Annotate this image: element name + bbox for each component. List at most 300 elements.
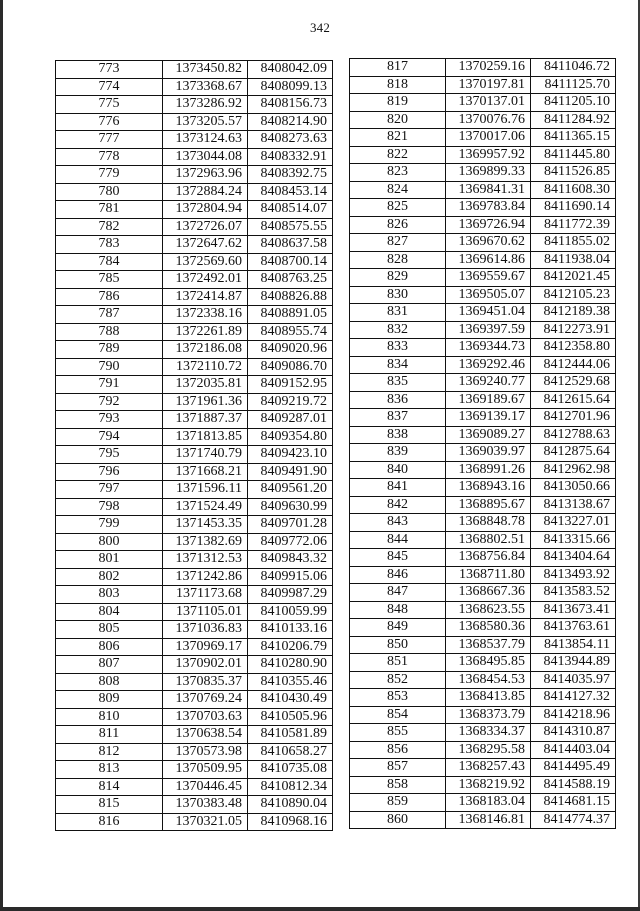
- table-row: [350, 654, 616, 672]
- point-number-cell: 780: [56, 183, 163, 201]
- y-coordinate-cell: 8412962.98: [531, 461, 616, 479]
- table-row: [350, 479, 616, 497]
- table-row: [56, 498, 333, 516]
- y-coordinate-cell: 8408214.90: [248, 113, 333, 131]
- table-row: [56, 726, 333, 744]
- point-number-cell: 847: [350, 584, 446, 602]
- x-coordinate-cell: 1369559.67: [446, 269, 531, 287]
- table-row: [350, 111, 616, 129]
- x-coordinate-cell: 1371453.35: [163, 516, 248, 534]
- point-number-cell: 815: [56, 796, 163, 814]
- table-row: [350, 601, 616, 619]
- x-coordinate-cell: 1372647.62: [163, 236, 248, 254]
- table-row: [350, 619, 616, 637]
- point-number-cell: 824: [350, 181, 446, 199]
- y-coordinate-cell: 8412875.64: [531, 444, 616, 462]
- table-row: [350, 741, 616, 759]
- table-row: [56, 796, 333, 814]
- y-coordinate-cell: 8413854.11: [531, 636, 616, 654]
- y-coordinate-cell: 8412788.63: [531, 426, 616, 444]
- y-coordinate-cell: 8409987.29: [248, 586, 333, 604]
- x-coordinate-cell: 1369139.17: [446, 409, 531, 427]
- y-coordinate-cell: 8408955.74: [248, 323, 333, 341]
- table-row: [56, 516, 333, 534]
- x-coordinate-cell: 1371813.85: [163, 428, 248, 446]
- x-coordinate-cell: 1372261.89: [163, 323, 248, 341]
- point-number-cell: 814: [56, 778, 163, 796]
- x-coordinate-cell: 1369899.33: [446, 164, 531, 182]
- point-number-cell: 798: [56, 498, 163, 516]
- y-coordinate-cell: 8409701.28: [248, 516, 333, 534]
- point-number-cell: 835: [350, 374, 446, 392]
- x-coordinate-cell: 1368183.04: [446, 794, 531, 812]
- x-coordinate-cell: 1368219.92: [446, 776, 531, 794]
- y-coordinate-cell: 8413404.64: [531, 549, 616, 567]
- table-row: [56, 428, 333, 446]
- table-row: [350, 94, 616, 112]
- x-coordinate-cell: 1369292.46: [446, 356, 531, 374]
- table-row: [56, 446, 333, 464]
- table-row: [350, 129, 616, 147]
- y-coordinate-cell: 8408453.14: [248, 183, 333, 201]
- table-row: [56, 236, 333, 254]
- point-number-cell: 850: [350, 636, 446, 654]
- table-row: [56, 183, 333, 201]
- table-row: [56, 743, 333, 761]
- point-number-cell: 845: [350, 549, 446, 567]
- y-coordinate-cell: 8411046.72: [531, 59, 616, 77]
- x-coordinate-cell: 1368495.85: [446, 654, 531, 672]
- table-row: [56, 393, 333, 411]
- point-number-cell: 840: [350, 461, 446, 479]
- point-number-cell: 779: [56, 166, 163, 184]
- table-row: [350, 426, 616, 444]
- point-number-cell: 782: [56, 218, 163, 236]
- x-coordinate-cell: 1372963.96: [163, 166, 248, 184]
- y-coordinate-cell: 8412358.80: [531, 339, 616, 357]
- point-number-cell: 837: [350, 409, 446, 427]
- table-row: [350, 794, 616, 812]
- table-row: [350, 181, 616, 199]
- point-number-cell: 808: [56, 673, 163, 691]
- point-number-cell: 844: [350, 531, 446, 549]
- y-coordinate-cell: 8413227.01: [531, 514, 616, 532]
- point-number-cell: 773: [56, 61, 163, 79]
- point-number-cell: 820: [350, 111, 446, 129]
- table-row: [350, 514, 616, 532]
- table-row: [56, 603, 333, 621]
- x-coordinate-cell: 1370446.45: [163, 778, 248, 796]
- x-coordinate-cell: 1370835.37: [163, 673, 248, 691]
- y-coordinate-cell: 8409020.96: [248, 341, 333, 359]
- table-row: [350, 251, 616, 269]
- y-coordinate-cell: 8412105.23: [531, 286, 616, 304]
- table-row: [56, 551, 333, 569]
- y-coordinate-cell: 8410505.96: [248, 708, 333, 726]
- y-coordinate-cell: 8413673.41: [531, 601, 616, 619]
- y-coordinate-cell: 8412615.64: [531, 391, 616, 409]
- y-coordinate-cell: 8410280.90: [248, 656, 333, 674]
- point-number-cell: 859: [350, 794, 446, 812]
- x-coordinate-cell: 1371173.68: [163, 586, 248, 604]
- point-number-cell: 827: [350, 234, 446, 252]
- x-coordinate-cell: 1371668.21: [163, 463, 248, 481]
- point-number-cell: 797: [56, 481, 163, 499]
- y-coordinate-cell: 8412529.68: [531, 374, 616, 392]
- table-row: [350, 199, 616, 217]
- table-row: [56, 673, 333, 691]
- y-coordinate-cell: 8411526.85: [531, 164, 616, 182]
- y-coordinate-cell: 8411855.02: [531, 234, 616, 252]
- table-row: [350, 339, 616, 357]
- table-row: [56, 201, 333, 219]
- point-number-cell: 828: [350, 251, 446, 269]
- y-coordinate-cell: 8410658.27: [248, 743, 333, 761]
- point-number-cell: 802: [56, 568, 163, 586]
- x-coordinate-cell: 1370638.54: [163, 726, 248, 744]
- point-number-cell: 774: [56, 78, 163, 96]
- y-coordinate-cell: 8412273.91: [531, 321, 616, 339]
- table-row: [56, 61, 333, 79]
- point-number-cell: 811: [56, 726, 163, 744]
- point-number-cell: 789: [56, 341, 163, 359]
- y-coordinate-cell: 8408392.75: [248, 166, 333, 184]
- x-coordinate-cell: 1371596.11: [163, 481, 248, 499]
- table-row: [56, 411, 333, 429]
- point-number-cell: 842: [350, 496, 446, 514]
- x-coordinate-cell: 1369039.97: [446, 444, 531, 462]
- y-coordinate-cell: 8413050.66: [531, 479, 616, 497]
- x-coordinate-cell: 1368895.67: [446, 496, 531, 514]
- point-number-cell: 860: [350, 811, 446, 829]
- table-row: [350, 584, 616, 602]
- point-number-cell: 807: [56, 656, 163, 674]
- x-coordinate-cell: 1370383.48: [163, 796, 248, 814]
- y-coordinate-cell: 8414035.97: [531, 671, 616, 689]
- x-coordinate-cell: 1370902.01: [163, 656, 248, 674]
- table-row: [350, 444, 616, 462]
- point-number-cell: 821: [350, 129, 446, 147]
- x-coordinate-cell: 1368802.51: [446, 531, 531, 549]
- y-coordinate-cell: 8412701.96: [531, 409, 616, 427]
- table-row: [56, 306, 333, 324]
- x-coordinate-cell: 1371382.69: [163, 533, 248, 551]
- point-number-cell: 831: [350, 304, 446, 322]
- x-coordinate-cell: 1372804.94: [163, 201, 248, 219]
- coordinates-table-right: [349, 58, 616, 829]
- x-coordinate-cell: 1370509.95: [163, 761, 248, 779]
- x-coordinate-cell: 1369505.07: [446, 286, 531, 304]
- y-coordinate-cell: 8408700.14: [248, 253, 333, 271]
- x-coordinate-cell: 1368334.37: [446, 724, 531, 742]
- table-row: [350, 566, 616, 584]
- table-row: [56, 131, 333, 149]
- x-coordinate-cell: 1372569.60: [163, 253, 248, 271]
- y-coordinate-cell: 8414774.37: [531, 811, 616, 829]
- y-coordinate-cell: 8413763.61: [531, 619, 616, 637]
- scan-border-bottom: [0, 907, 640, 911]
- y-coordinate-cell: 8413315.66: [531, 531, 616, 549]
- x-coordinate-cell: 1368943.16: [446, 479, 531, 497]
- table-row: [350, 409, 616, 427]
- point-number-cell: 801: [56, 551, 163, 569]
- y-coordinate-cell: 8408575.55: [248, 218, 333, 236]
- table-row: [350, 776, 616, 794]
- x-coordinate-cell: 1371105.01: [163, 603, 248, 621]
- point-number-cell: 800: [56, 533, 163, 551]
- y-coordinate-cell: 8408332.91: [248, 148, 333, 166]
- table-row: [56, 288, 333, 306]
- y-coordinate-cell: 8409630.99: [248, 498, 333, 516]
- y-coordinate-cell: 8409843.32: [248, 551, 333, 569]
- y-coordinate-cell: 8412021.45: [531, 269, 616, 287]
- point-number-cell: 848: [350, 601, 446, 619]
- point-number-cell: 829: [350, 269, 446, 287]
- point-number-cell: 804: [56, 603, 163, 621]
- table-row: [350, 356, 616, 374]
- table-row: [350, 671, 616, 689]
- y-coordinate-cell: 8412444.06: [531, 356, 616, 374]
- x-coordinate-cell: 1373044.08: [163, 148, 248, 166]
- x-coordinate-cell: 1370321.05: [163, 813, 248, 831]
- y-coordinate-cell: 8409086.70: [248, 358, 333, 376]
- x-coordinate-cell: 1372884.24: [163, 183, 248, 201]
- point-number-cell: 856: [350, 741, 446, 759]
- point-number-cell: 817: [350, 59, 446, 77]
- y-coordinate-cell: 8410133.16: [248, 621, 333, 639]
- y-coordinate-cell: 8413493.92: [531, 566, 616, 584]
- y-coordinate-cell: 8410581.89: [248, 726, 333, 744]
- y-coordinate-cell: 8411772.39: [531, 216, 616, 234]
- table-row: [350, 269, 616, 287]
- y-coordinate-cell: 8411125.70: [531, 76, 616, 94]
- table-row: [350, 706, 616, 724]
- x-coordinate-cell: 1370969.17: [163, 638, 248, 656]
- table-row: [350, 496, 616, 514]
- x-coordinate-cell: 1368580.36: [446, 619, 531, 637]
- x-coordinate-cell: 1369841.31: [446, 181, 531, 199]
- x-coordinate-cell: 1370017.06: [446, 129, 531, 147]
- point-number-cell: 818: [350, 76, 446, 94]
- x-coordinate-cell: 1371524.49: [163, 498, 248, 516]
- x-coordinate-cell: 1370703.63: [163, 708, 248, 726]
- y-coordinate-cell: 8411205.10: [531, 94, 616, 112]
- point-number-cell: 819: [350, 94, 446, 112]
- point-number-cell: 793: [56, 411, 163, 429]
- x-coordinate-cell: 1370137.01: [446, 94, 531, 112]
- table-row: [350, 759, 616, 777]
- y-coordinate-cell: 8408099.13: [248, 78, 333, 96]
- table-row: [350, 234, 616, 252]
- table-row: [56, 638, 333, 656]
- point-number-cell: 806: [56, 638, 163, 656]
- x-coordinate-cell: 1369397.59: [446, 321, 531, 339]
- table-row: [56, 708, 333, 726]
- point-number-cell: 836: [350, 391, 446, 409]
- table-row: [56, 621, 333, 639]
- point-number-cell: 786: [56, 288, 163, 306]
- x-coordinate-cell: 1369957.92: [446, 146, 531, 164]
- table-row: [56, 376, 333, 394]
- point-number-cell: 783: [56, 236, 163, 254]
- table-row: [56, 218, 333, 236]
- y-coordinate-cell: 8412189.38: [531, 304, 616, 322]
- table-row: [56, 586, 333, 604]
- table-row: [350, 304, 616, 322]
- point-number-cell: 794: [56, 428, 163, 446]
- point-number-cell: 776: [56, 113, 163, 131]
- table-row: [56, 253, 333, 271]
- point-number-cell: 846: [350, 566, 446, 584]
- x-coordinate-cell: 1368667.36: [446, 584, 531, 602]
- y-coordinate-cell: 8408763.25: [248, 271, 333, 289]
- table-row: [56, 778, 333, 796]
- x-coordinate-cell: 1369451.04: [446, 304, 531, 322]
- table-row: [350, 164, 616, 182]
- x-coordinate-cell: 1369670.62: [446, 234, 531, 252]
- point-number-cell: 790: [56, 358, 163, 376]
- y-coordinate-cell: 8410206.79: [248, 638, 333, 656]
- scan-border-left: [0, 0, 3, 911]
- table-row: [350, 461, 616, 479]
- table-row: [350, 689, 616, 707]
- table-row: [350, 216, 616, 234]
- point-number-cell: 852: [350, 671, 446, 689]
- y-coordinate-cell: 8409152.95: [248, 376, 333, 394]
- x-coordinate-cell: 1368373.79: [446, 706, 531, 724]
- table-row: [350, 146, 616, 164]
- point-number-cell: 788: [56, 323, 163, 341]
- table-row: [56, 533, 333, 551]
- x-coordinate-cell: 1369614.86: [446, 251, 531, 269]
- table-row: [350, 76, 616, 94]
- table-row: [350, 636, 616, 654]
- table-row: [56, 463, 333, 481]
- x-coordinate-cell: 1368623.55: [446, 601, 531, 619]
- table-row: [350, 531, 616, 549]
- point-number-cell: 839: [350, 444, 446, 462]
- point-number-cell: 855: [350, 724, 446, 742]
- x-coordinate-cell: 1368454.53: [446, 671, 531, 689]
- point-number-cell: 834: [350, 356, 446, 374]
- point-number-cell: 805: [56, 621, 163, 639]
- x-coordinate-cell: 1368537.79: [446, 636, 531, 654]
- x-coordinate-cell: 1370076.76: [446, 111, 531, 129]
- y-coordinate-cell: 8408042.09: [248, 61, 333, 79]
- x-coordinate-cell: 1368295.58: [446, 741, 531, 759]
- x-coordinate-cell: 1368756.84: [446, 549, 531, 567]
- table-row: [350, 549, 616, 567]
- point-number-cell: 777: [56, 131, 163, 149]
- point-number-cell: 853: [350, 689, 446, 707]
- y-coordinate-cell: 8408826.88: [248, 288, 333, 306]
- y-coordinate-cell: 8410890.04: [248, 796, 333, 814]
- x-coordinate-cell: 1369344.73: [446, 339, 531, 357]
- y-coordinate-cell: 8409423.10: [248, 446, 333, 464]
- point-number-cell: 778: [56, 148, 163, 166]
- x-coordinate-cell: 1372726.07: [163, 218, 248, 236]
- y-coordinate-cell: 8414127.32: [531, 689, 616, 707]
- point-number-cell: 857: [350, 759, 446, 777]
- y-coordinate-cell: 8413583.52: [531, 584, 616, 602]
- x-coordinate-cell: 1371887.37: [163, 411, 248, 429]
- y-coordinate-cell: 8410812.34: [248, 778, 333, 796]
- y-coordinate-cell: 8411938.04: [531, 251, 616, 269]
- point-number-cell: 816: [56, 813, 163, 831]
- table-row: [56, 148, 333, 166]
- table-row: [56, 691, 333, 709]
- coordinates-table-left: [55, 60, 333, 831]
- y-coordinate-cell: 8409287.01: [248, 411, 333, 429]
- x-coordinate-cell: 1373450.82: [163, 61, 248, 79]
- table-row: [56, 78, 333, 96]
- point-number-cell: 781: [56, 201, 163, 219]
- y-coordinate-cell: 8411284.92: [531, 111, 616, 129]
- y-coordinate-cell: 8408156.73: [248, 96, 333, 114]
- point-number-cell: 832: [350, 321, 446, 339]
- y-coordinate-cell: 8409354.80: [248, 428, 333, 446]
- y-coordinate-cell: 8414588.19: [531, 776, 616, 794]
- table-row: [56, 271, 333, 289]
- table-row: [56, 813, 333, 831]
- table-row: [56, 761, 333, 779]
- y-coordinate-cell: 8409219.72: [248, 393, 333, 411]
- y-coordinate-cell: 8410735.08: [248, 761, 333, 779]
- y-coordinate-cell: 8413944.89: [531, 654, 616, 672]
- table-row: [350, 811, 616, 829]
- point-number-cell: 851: [350, 654, 446, 672]
- table-row: [56, 481, 333, 499]
- x-coordinate-cell: 1372035.81: [163, 376, 248, 394]
- point-number-cell: 795: [56, 446, 163, 464]
- point-number-cell: 854: [350, 706, 446, 724]
- table-row: [56, 568, 333, 586]
- y-coordinate-cell: 8408891.05: [248, 306, 333, 324]
- point-number-cell: 849: [350, 619, 446, 637]
- page-number: 342: [309, 20, 331, 35]
- point-number-cell: 833: [350, 339, 446, 357]
- x-coordinate-cell: 1372492.01: [163, 271, 248, 289]
- x-coordinate-cell: 1368413.85: [446, 689, 531, 707]
- x-coordinate-cell: 1369783.84: [446, 199, 531, 217]
- y-coordinate-cell: 8414218.96: [531, 706, 616, 724]
- y-coordinate-cell: 8409772.06: [248, 533, 333, 551]
- x-coordinate-cell: 1370769.24: [163, 691, 248, 709]
- x-coordinate-cell: 1371036.83: [163, 621, 248, 639]
- table-row: [350, 374, 616, 392]
- point-number-cell: 825: [350, 199, 446, 217]
- x-coordinate-cell: 1368711.80: [446, 566, 531, 584]
- point-number-cell: 803: [56, 586, 163, 604]
- y-coordinate-cell: 8414495.49: [531, 759, 616, 777]
- x-coordinate-cell: 1373368.67: [163, 78, 248, 96]
- y-coordinate-cell: 8408637.58: [248, 236, 333, 254]
- point-number-cell: 796: [56, 463, 163, 481]
- point-number-cell: 841: [350, 479, 446, 497]
- point-number-cell: 813: [56, 761, 163, 779]
- y-coordinate-cell: 8410430.49: [248, 691, 333, 709]
- point-number-cell: 826: [350, 216, 446, 234]
- x-coordinate-cell: 1373124.63: [163, 131, 248, 149]
- table-row: [56, 341, 333, 359]
- point-number-cell: 823: [350, 164, 446, 182]
- point-number-cell: 792: [56, 393, 163, 411]
- x-coordinate-cell: 1371312.53: [163, 551, 248, 569]
- x-coordinate-cell: 1372186.08: [163, 341, 248, 359]
- y-coordinate-cell: 8409561.20: [248, 481, 333, 499]
- table-row: [56, 113, 333, 131]
- x-coordinate-cell: 1368257.43: [446, 759, 531, 777]
